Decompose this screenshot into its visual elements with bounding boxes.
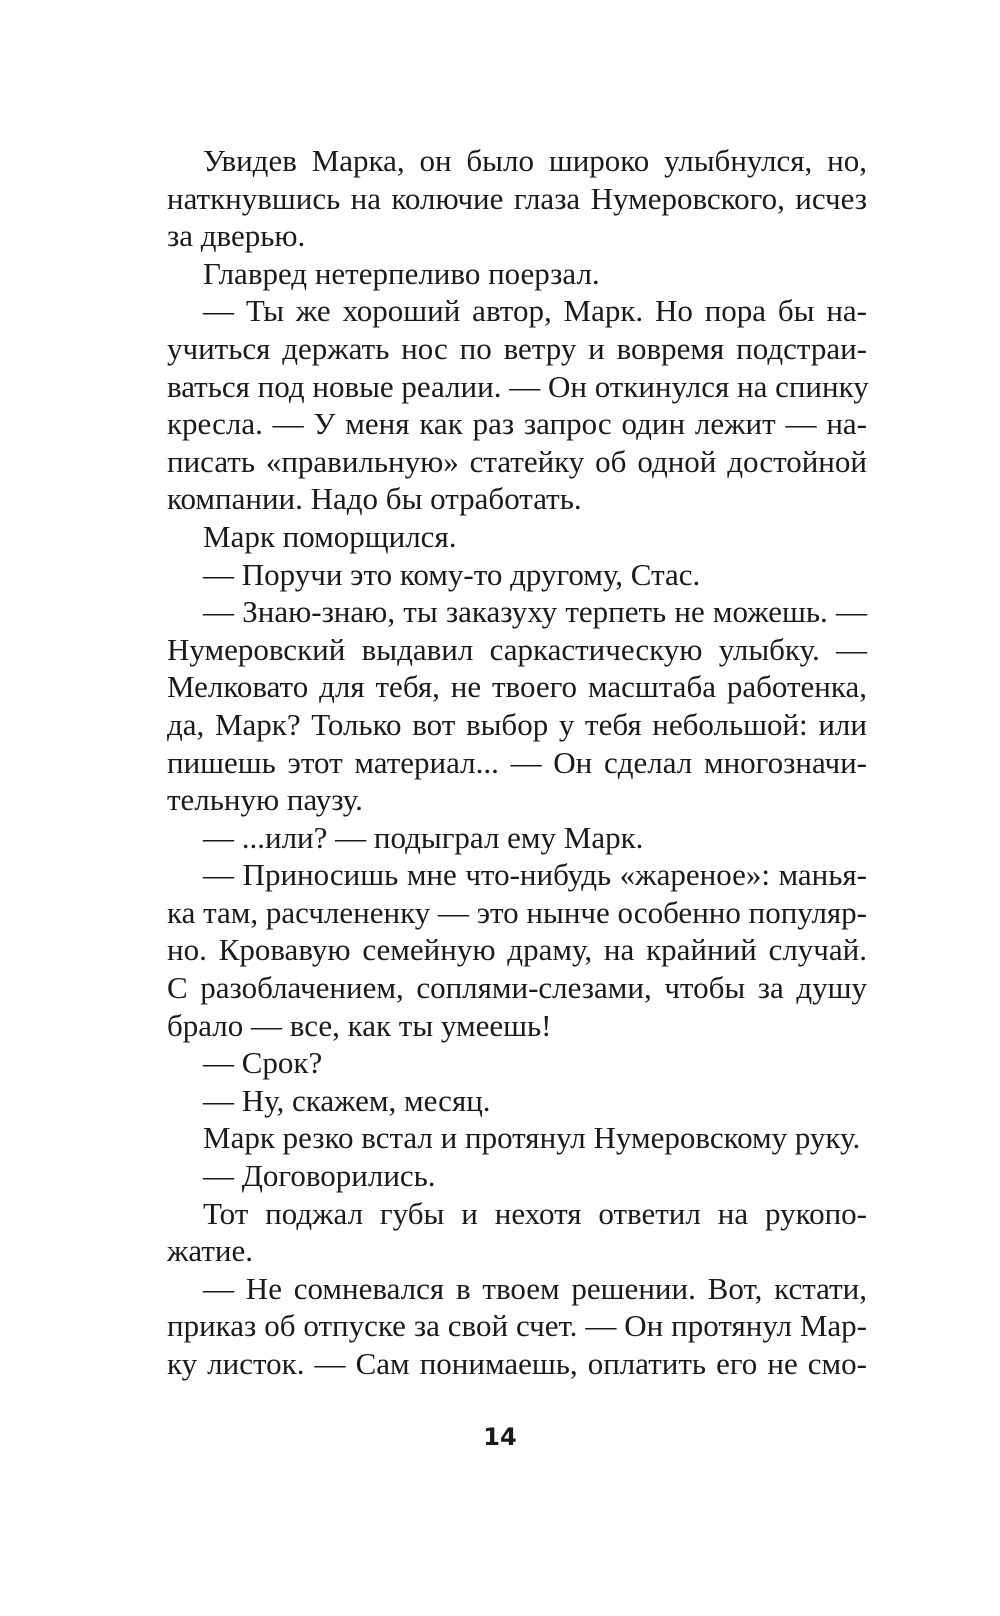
text-line: писать «правильную» статейку об одной достойной <box>167 443 867 479</box>
text-line: приказ об отпуске за свой счет. — Он протянул Мар- <box>167 1308 867 1344</box>
text-line: тельную паузу. <box>167 782 363 818</box>
text-line: Марк поморщился. <box>203 518 457 554</box>
text-line: компании. Надо бы отработать. <box>167 481 582 517</box>
text-line: за дверью. <box>167 218 306 254</box>
text-line: Увидев Марка, он было широко улыбнулся, но, <box>203 143 867 178</box>
text-line: Мелковато для тебя, не твоего масштаба работенка, <box>167 669 867 705</box>
text-line: Тот поджал губы и нехотя ответил на рукопо- <box>203 1195 867 1231</box>
text-line: кресла. — У меня как раз запрос один лежит — на- <box>167 406 867 442</box>
text-line: да, Марк? Только вот выбор у тебя небольшой: или <box>167 706 867 742</box>
text-line: С разоблачением, соплями-слезами, чтобы за душу <box>167 970 867 1006</box>
text-line: — Поручи это кому-то другому, Стас. <box>203 556 701 592</box>
text-line: жатие. <box>167 1233 254 1269</box>
page-number: 14 <box>483 1423 517 1451</box>
text-line: наткнувшись на колючие глаза Нумеровского, исчез <box>167 180 867 216</box>
text-line: Нумеровский выдавил саркастическую улыбку. — <box>167 631 867 667</box>
text-line: — Договорились. <box>203 1158 436 1194</box>
text-line: — Не сомневался в твоем решении. Вот, кстати, <box>203 1270 867 1306</box>
text-line: — Ты же хороший автор, Марк. Но пора бы на- <box>203 293 867 329</box>
body-text <box>167 142 867 1383</box>
text-line: брало — все, как ты умеешь! <box>167 1007 552 1043</box>
text-line: ка там, расчлененку — это нынче особенно популяр- <box>167 894 867 930</box>
text-line: Главред нетерпеливо поерзал. <box>203 255 600 291</box>
text-line: Марк резко встал и протянул Нумеровскому руку. <box>203 1120 861 1156</box>
text-line: ваться под новые реалии. — Он откинулся на спинку <box>167 368 869 404</box>
text-line: учиться держать нос по ветру и вовремя подстраи- <box>167 330 867 366</box>
text-line: — ...или? — подыграл ему Марк. <box>203 819 644 855</box>
text-line: — Срок? <box>203 1045 323 1081</box>
text-line: пишешь этот материал... — Он сделал многозначи- <box>167 744 867 780</box>
text-line: — Приносишь мне что-нибудь «жареное»: манья- <box>203 857 867 893</box>
text-line: — Знаю-знаю, ты заказуху терпеть не можешь. — <box>203 594 867 630</box>
text-line: — Ну, скажем, месяц. <box>203 1082 491 1118</box>
text-line: но. Кровавую семейную драму, на крайний случай. <box>167 932 867 968</box>
text-line: ку листок. — Сам понимаешь, оплатить его не смо- <box>167 1346 867 1381</box>
